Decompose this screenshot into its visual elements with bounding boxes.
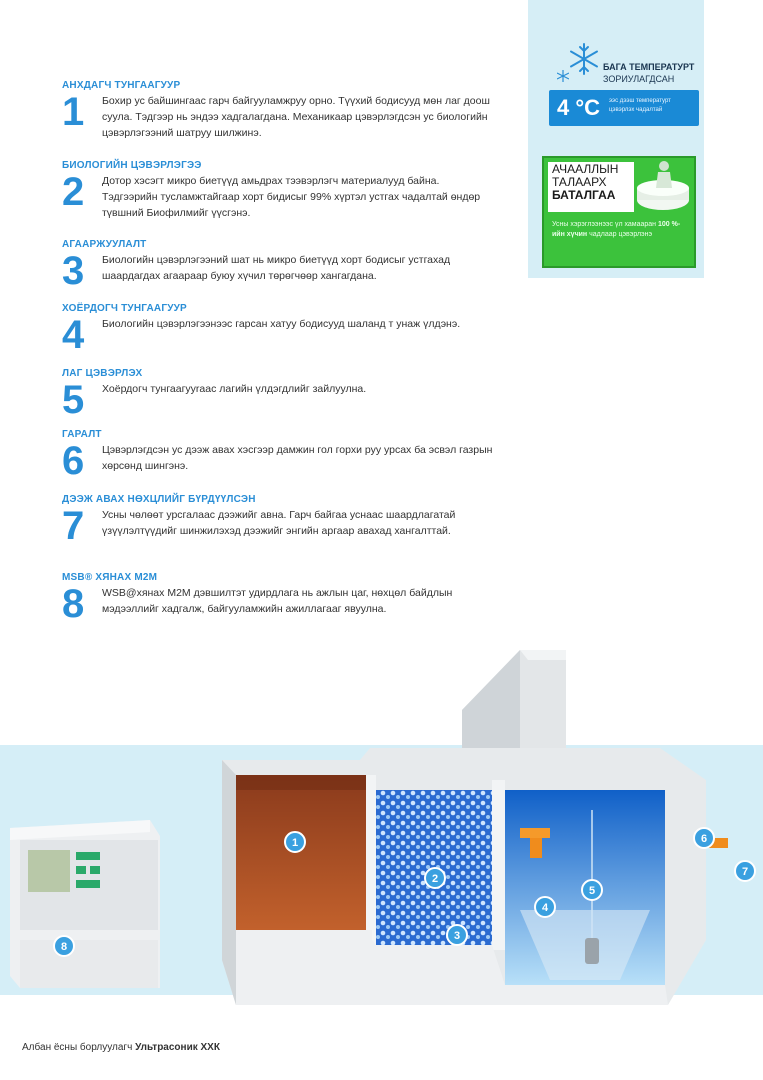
step-text: Цэвэрлэгдсэн ус дээж авах хэсгээр дамжин гол горхи руу урсах ба эсвэл газрын хөрсөнд шингэнэ. <box>102 444 493 472</box>
step-number: 2 <box>62 170 85 214</box>
diagram-label-3 <box>447 925 467 945</box>
svg-text:8: 8 <box>60 941 68 953</box>
tank-person-icon <box>634 158 692 218</box>
step-number: 7 <box>62 504 85 548</box>
load-note-pre: Усны хэрэглээнээс үл хамааран <box>552 221 658 228</box>
load-guarantee-box <box>542 156 696 268</box>
step-text: Биологийн цэвэрлэгээний шат нь микро биетүүд хорт бодисыг устгахад шаардагдах агаараар буюу хүчил төрөгчөөр хангагдана. <box>102 254 451 282</box>
step-6 <box>62 429 502 483</box>
temp-subtitle: ЗОРИУЛАГДСАН <box>603 74 675 84</box>
temp-title: БАГА ТЕМПЕРАТУРТ <box>603 62 695 72</box>
step-number: 8 <box>62 582 85 626</box>
footer-prefix: Албан ёсны борлуулагч <box>22 1042 136 1053</box>
small-snowflake-icon <box>557 70 569 82</box>
step-number: 6 <box>62 439 85 483</box>
diagram-label-8 <box>54 936 74 956</box>
load-note-post: чадлаар цэвэрлэнэ <box>587 231 653 238</box>
diagram-label-4 <box>535 897 555 917</box>
step-number: 5 <box>62 378 85 422</box>
step-4 <box>62 303 502 357</box>
svg-text:3: 3 <box>453 930 461 942</box>
svg-text:7: 7 <box>741 866 749 878</box>
temp-badge <box>549 90 699 126</box>
plant-diagram <box>0 640 763 1030</box>
step-text: Бохир ус байшингаас гарч байгууламжруу орно. Түүхий бодисууд мөн лаг доош суула. Тэдгээр нь эндээ хадгалагдана. Механикаар цэвэрлэгдсэн ус биологийн цэвэрлэгээний шатруу шилжинэ. <box>102 95 490 139</box>
diagram-label-7 <box>735 861 755 881</box>
step-title: ЛАГ ЦЭВЭРЛЭХ <box>62 368 143 379</box>
load-title-line3: БАТАЛГАА <box>552 188 616 202</box>
step-text: Хоёрдогч тунгаагууraас лагийн үлдэгдлийг зайлуулна. <box>102 383 367 395</box>
diagram-label-1 <box>285 832 305 852</box>
step-title: ГАРАЛТ <box>62 429 102 440</box>
temp-note: ээс дээш температурт цэвэрлэх чадалтай <box>609 98 671 113</box>
step-text: Биологийн цэвэрлэгээнээс гарсан хатуу бодисууд шаланд т унаж үлдэнэ. <box>102 318 461 330</box>
step-text: Усны чөлөөт урсгалаас дээжийг авна. Гарч байгаа уснаас шаардлагатай үзүүлэлтүүдийг шинжилэхэд дээжийг энгийн аргаар авахад хангалттай. <box>102 509 456 537</box>
step-8 <box>62 572 502 626</box>
tank-body <box>222 748 706 1005</box>
svg-text:2: 2 <box>431 873 439 885</box>
load-title-line1: АЧААЛЛЫН <box>552 162 619 176</box>
diagram-label-5 <box>582 880 602 900</box>
step-title: ДЭЭЖ АВАХ НӨХЦЛИЙГ БҮРДҮҮЛСЭН <box>62 494 256 505</box>
svg-text:1: 1 <box>291 837 299 849</box>
diagram-label-2 <box>425 868 445 888</box>
temp-value: 4 °C <box>557 95 601 120</box>
step-title: АНХДАГЧ ТУНГААГУУР <box>62 80 181 91</box>
load-title <box>552 163 642 202</box>
step-title: БИОЛОГИЙН ЦЭВЭРЛЭГЭЭ <box>62 160 202 171</box>
step-number: 4 <box>62 313 85 357</box>
step-5 <box>62 368 502 422</box>
step-2 <box>62 160 502 219</box>
step-title: MSB® ХЯНАХ М2М <box>62 572 158 583</box>
load-note <box>552 220 688 240</box>
diagram-label-6 <box>694 828 714 848</box>
step-title: ХОЁРДОГЧ ТУНГААГУУР <box>62 303 187 314</box>
footer <box>22 1042 220 1053</box>
step-text: WSB@хянах M2M дэвшилтэт удирдлага нь ажлын цаг, нөхцөл байдлын мэдээллийг хадгалж, байгууламжийн ажиллагааг явуулна. <box>102 587 453 615</box>
footer-company: Ультрасоник ХХК <box>135 1042 220 1053</box>
info-panel <box>528 0 704 278</box>
low-temperature-box <box>543 38 695 138</box>
step-number: 1 <box>62 90 85 134</box>
controller-box <box>10 820 160 988</box>
step-text: Дотор хэсэгт микро биетүүд амьдрах тээвэрлэгч материалууд байна. Тэдгээрийн тусламжтайгаар хорт бидисыг 99% хүртэл устгах чадалтай өндөр түвшний Биофилмийг үүсгэнэ. <box>102 175 481 219</box>
step-title: АГААРЖУУЛАЛТ <box>62 239 147 250</box>
snowflake-icon <box>567 42 601 76</box>
treatment-plant-illustration <box>0 640 763 1030</box>
load-note-bold: 100 %-ийн хүчин <box>552 221 681 238</box>
load-title-line2: ТАЛААРХ <box>552 175 607 189</box>
step-7 <box>62 494 502 548</box>
step-3 <box>62 239 502 293</box>
svg-text:4: 4 <box>541 902 549 914</box>
svg-text:5: 5 <box>588 885 596 897</box>
svg-text:6: 6 <box>700 833 708 845</box>
step-number: 3 <box>62 249 85 293</box>
step-1 <box>62 80 502 139</box>
